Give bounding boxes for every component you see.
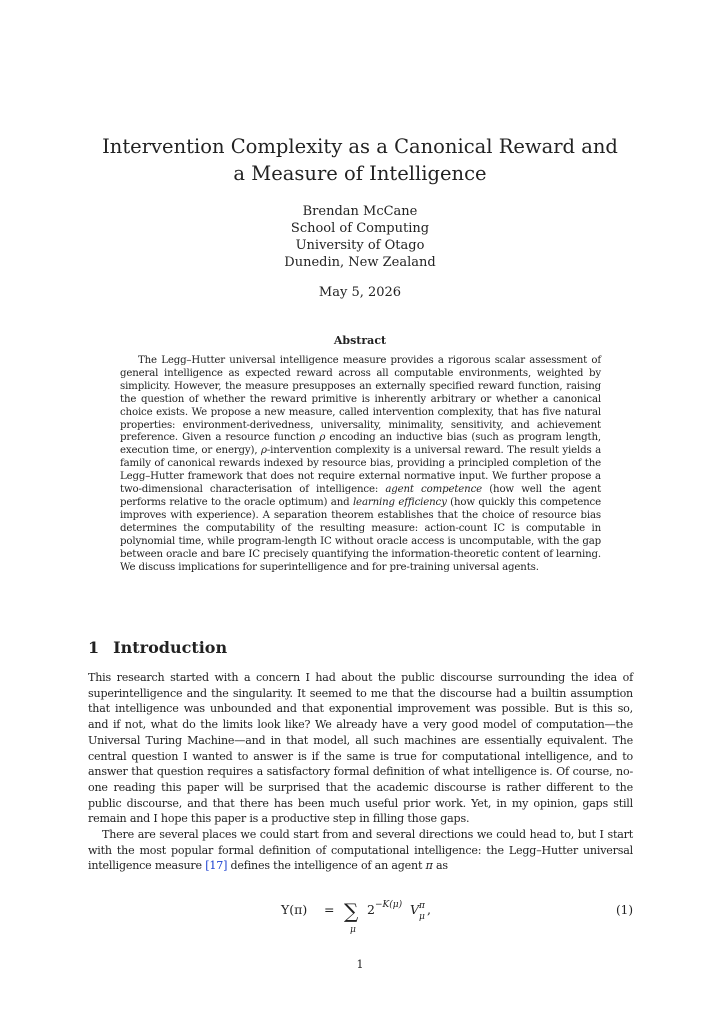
abstract-text-2: encoding an inductive bias (such as program length, execution time, or energy), [120,432,601,457]
abstract-text-5: (how quickly this competence improves with experience). A separation theorem establishes that the choice of resource bias determines the computability of the resulting measure: action-count IC is computable in polynomial time, while program-length IC without oracle access is uncomputable, with the gap between oracle and bare IC precisely quantifying the information-theoretic content of learning. We discuss implications for superintelligence and for pre-training universal agents. [120,496,601,573]
equation-lhs: Υ(π) [281,902,308,917]
abstract-rho-symbol: ρ [261,445,267,457]
equation-base: 2 [367,902,375,917]
intro-p2-text-1: There are several places we could start from and several directions we could head to, but I start with the most popular formal definition of computational intelligence: the Legg–Hutter universal intelligence measure [88,828,633,873]
citation-link[interactable]: [17] [205,859,228,873]
intro-paragraph-2 [88,827,633,874]
section-heading-introduction [88,638,227,657]
abstract-body [120,355,601,574]
equation-value: V [410,902,420,917]
author-block [200,203,520,271]
introduction-body [88,670,633,874]
equation-value-subscript: μ [419,912,425,922]
paper-date: May 5, 2026 [318,285,402,300]
abstract-heading: Abstract [333,334,387,347]
abstract-rho-symbol: ρ [319,432,326,444]
section-number: 1 [88,638,100,657]
intro-p2-text-3: as [432,859,448,873]
author-university: University of Otago [295,238,425,253]
equation-svg [88,897,633,937]
abstract-text-4: (how well the agent performs relative to the oracle optimum) and [120,484,602,508]
section-title: Introduction [113,638,228,657]
author-department: School of Computing [290,221,430,236]
abstract-emphasis-agent-competence: agent competence [385,484,483,496]
equation-number: (1) [616,903,633,917]
equation-sum-subscript: μ [350,925,356,935]
intro-pi-symbol: π [425,859,433,873]
equation-exponent: −K(μ) [375,900,403,910]
intro-p2-text-2: defines the intelligence of an agent [227,859,426,873]
author-city: Dunedin, New Zealand [284,255,436,270]
equation-equals: = [324,902,335,917]
paper-title-line-1: Intervention Complexity as a Canonical Reward and [102,135,618,158]
equation-comma: , [427,902,431,917]
arxiv-identifier-stamp [14,300,54,700]
abstract-text-3: -intervention complexity is a universal reward. The result yields a family of canonical rewards indexed by resource bias, providing a principled completion of the Legg–Hutter framework that does not require external normative input. We further propose a two-dimensional characterisation of intelligence: [120,445,601,496]
author-name: Brendan McCane [302,204,418,219]
abstract-emphasis-learning-efficiency: learning efficiency [352,496,447,508]
abstract-text-1: The Legg–Hutter universal intelligence measure provides a rigorous scalar assessment of general intelligence as expected reward across all computable environments, weighted by simplicity. However, the measure presupposes an externally specified reward function, raising the question of whether the reward primitive is inherently arbitrary or whether a canonical choice exists. We propose a new measure, called intervention complexity, that has five natural properties: environment-derivedness, universality, minimality, sensitivity, and achievement preference. Given a resource function [120,355,601,444]
intro-paragraph-1: This research started with a concern I had about the public discourse surrounding the idea of superintelligence and the singularity. It seemed to me that the discourse had a builtin assumption that intelligence was unbounded and that exponential improvement was possible. But is this so, and if not, what do the limits look like? We already have a very good model of computation—the Universal Turing Machine—and in that model, all such machines are essentially equivalent. The central question I wanted to answer is if the same is true for computational intelligence, and to answer that question requires a satisfactory formal definition of what intelligence is. Of course, no-one reading this paper will be surprised that the academic discourse is rather different to the public discourse, and that there has been much useful prior work. Yet, in my opinion, gaps still remain and I hope this paper is a productive step in filling those gaps. [88,671,633,826]
arxiv-stamp-svg [14,300,54,700]
equation-1 [88,897,633,937]
page-number: 1 [356,958,364,971]
paper-title-line-2: a Measure of Intelligence [233,162,487,185]
equation-sum-symbol: ∑ [344,899,359,923]
paper-title [100,133,620,187]
equation-value-superscript: π [419,901,425,911]
